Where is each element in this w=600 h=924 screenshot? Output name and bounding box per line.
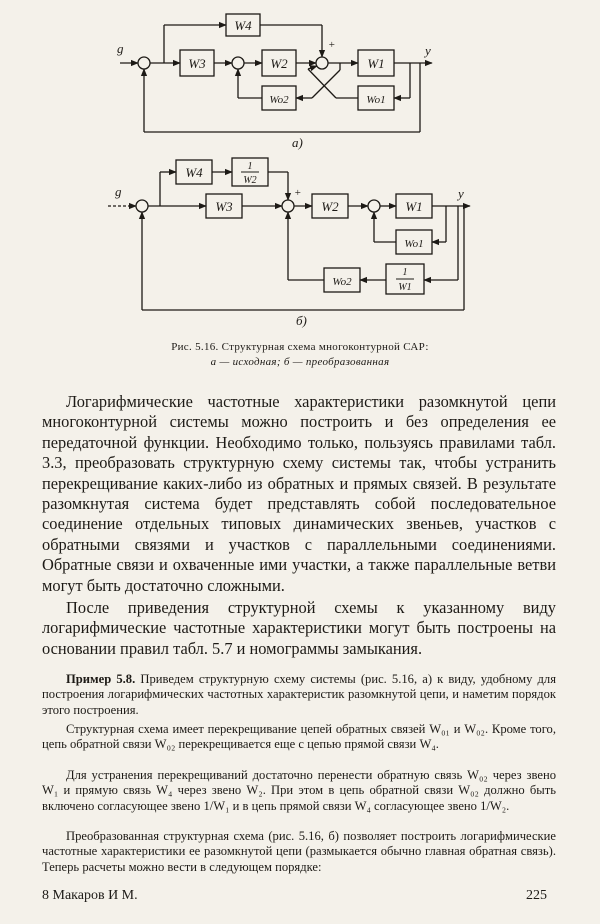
label-w2-b: W2 bbox=[321, 199, 339, 214]
label-wo1-a: Wo1 bbox=[366, 94, 386, 106]
label-wo1-b: Wo1 bbox=[404, 238, 424, 250]
figure-caption bbox=[0, 340, 600, 370]
output-label-a: y bbox=[425, 43, 431, 58]
label-w1-a: W1 bbox=[367, 56, 385, 71]
output-label-b: y bbox=[458, 186, 464, 201]
input-label-b: g bbox=[115, 184, 122, 199]
sum-node-a1 bbox=[138, 57, 150, 69]
label-w3-b: W3 bbox=[215, 199, 233, 214]
paragraph-1: Логарифмические частотные характеристики разомкнутой цепи многоконтурной системы можно построить и без определения ее передаточной функции. Необходимо только, пользуясь правилами табл. 3.3, преобразовать структурную схему системы так, чтобы устранить перекрещивание каких-либо из обратных и прямых связей. В результате разомкнутая система будет представлять собой последовательное соединение отдельных типовых динамических звеньев, участков с обратными связями и участков с параллельными соединениями. Обратные связи и охваченные ими участки, а также параллельные ветви могут быть достаточно сложными. bbox=[42, 392, 556, 595]
footer-signature: 8 Макаров И М. bbox=[42, 888, 138, 903]
plus-label-a: + bbox=[328, 39, 336, 51]
label-wo2-a: Wo2 bbox=[269, 94, 289, 106]
example-text: Приведем структурную схему системы (рис. 5.16, а) к виду, удобному для построения логарифмических частотных характеристик разомкнутой цепи, и наметим порядок этого построения. bbox=[42, 672, 556, 717]
label-inv-w1-num: 1 bbox=[402, 267, 408, 278]
small-paragraph-2: Структурная схема имеет перекрещивание цепей обратных связей W₀₁ и W₀₂. Кроме того, цепь обратной связи W₀₂ перекрещивается еще с цепью прямой связи W₄. bbox=[42, 722, 556, 752]
caption-subtitle: а — исходная; б — преобразованная bbox=[210, 356, 390, 368]
diagram-a-label: а) bbox=[292, 135, 303, 150]
sum-node-b3 bbox=[368, 200, 380, 212]
small-paragraph-3: Для устранения перекрещиваний достаточно перенести обратную связь W₀₂ через звено W₁ и прямую связь W₄ через звено W₂. При этом в цепь обратной связи W₀₂ должно быть включено согласующее звено 1/W₁ и в цепь прямой связи W₄ согласующее звено 1/W₂. bbox=[42, 768, 556, 813]
diagram-a bbox=[120, 14, 432, 132]
diagram-b bbox=[108, 158, 470, 310]
small-paragraph-4: Преобразованная структурная схема (рис. 5.16, б) позволяет построить логарифмические частотные характеристики ее разомкнутой цепи (размыкается обычно главная обратная связь). Теперь расчеты можно вести в следующем порядке: bbox=[42, 829, 556, 874]
label-inv-w2-den: W2 bbox=[243, 175, 257, 186]
sum-node-a3 bbox=[316, 57, 328, 69]
label-w4-a: W4 bbox=[234, 18, 252, 33]
sum-node-a2 bbox=[232, 57, 244, 69]
example-label: Пример 5.8. bbox=[66, 672, 136, 686]
block-diagram-figure bbox=[0, 0, 600, 345]
caption-title: Рис. 5.16. Структурная схема многоконтурной САР: bbox=[171, 341, 429, 353]
label-w3-a: W3 bbox=[188, 56, 206, 71]
input-label-a: g bbox=[117, 41, 124, 56]
label-inv-w2-num: 1 bbox=[247, 161, 253, 172]
label-wo2-b: Wo2 bbox=[332, 276, 352, 288]
paragraph-2: После приведения структурной схемы к указанному виду логарифмические частотные характеристики могут быть построены на основании правил табл. 5.7 и номограммы замыкания. bbox=[42, 598, 556, 658]
sum-node-b2 bbox=[282, 200, 294, 212]
label-w4-b: W4 bbox=[185, 165, 203, 180]
diagram-b-label: б) bbox=[296, 313, 307, 328]
label-w1-b: W1 bbox=[405, 199, 423, 214]
label-inv-w1-den: W1 bbox=[398, 282, 412, 293]
example-paragraph bbox=[42, 672, 556, 718]
label-w2-a: W2 bbox=[270, 56, 288, 71]
sum-node-b1 bbox=[136, 200, 148, 212]
page-number: 225 bbox=[526, 888, 547, 903]
plus-label-b: + bbox=[294, 187, 302, 199]
